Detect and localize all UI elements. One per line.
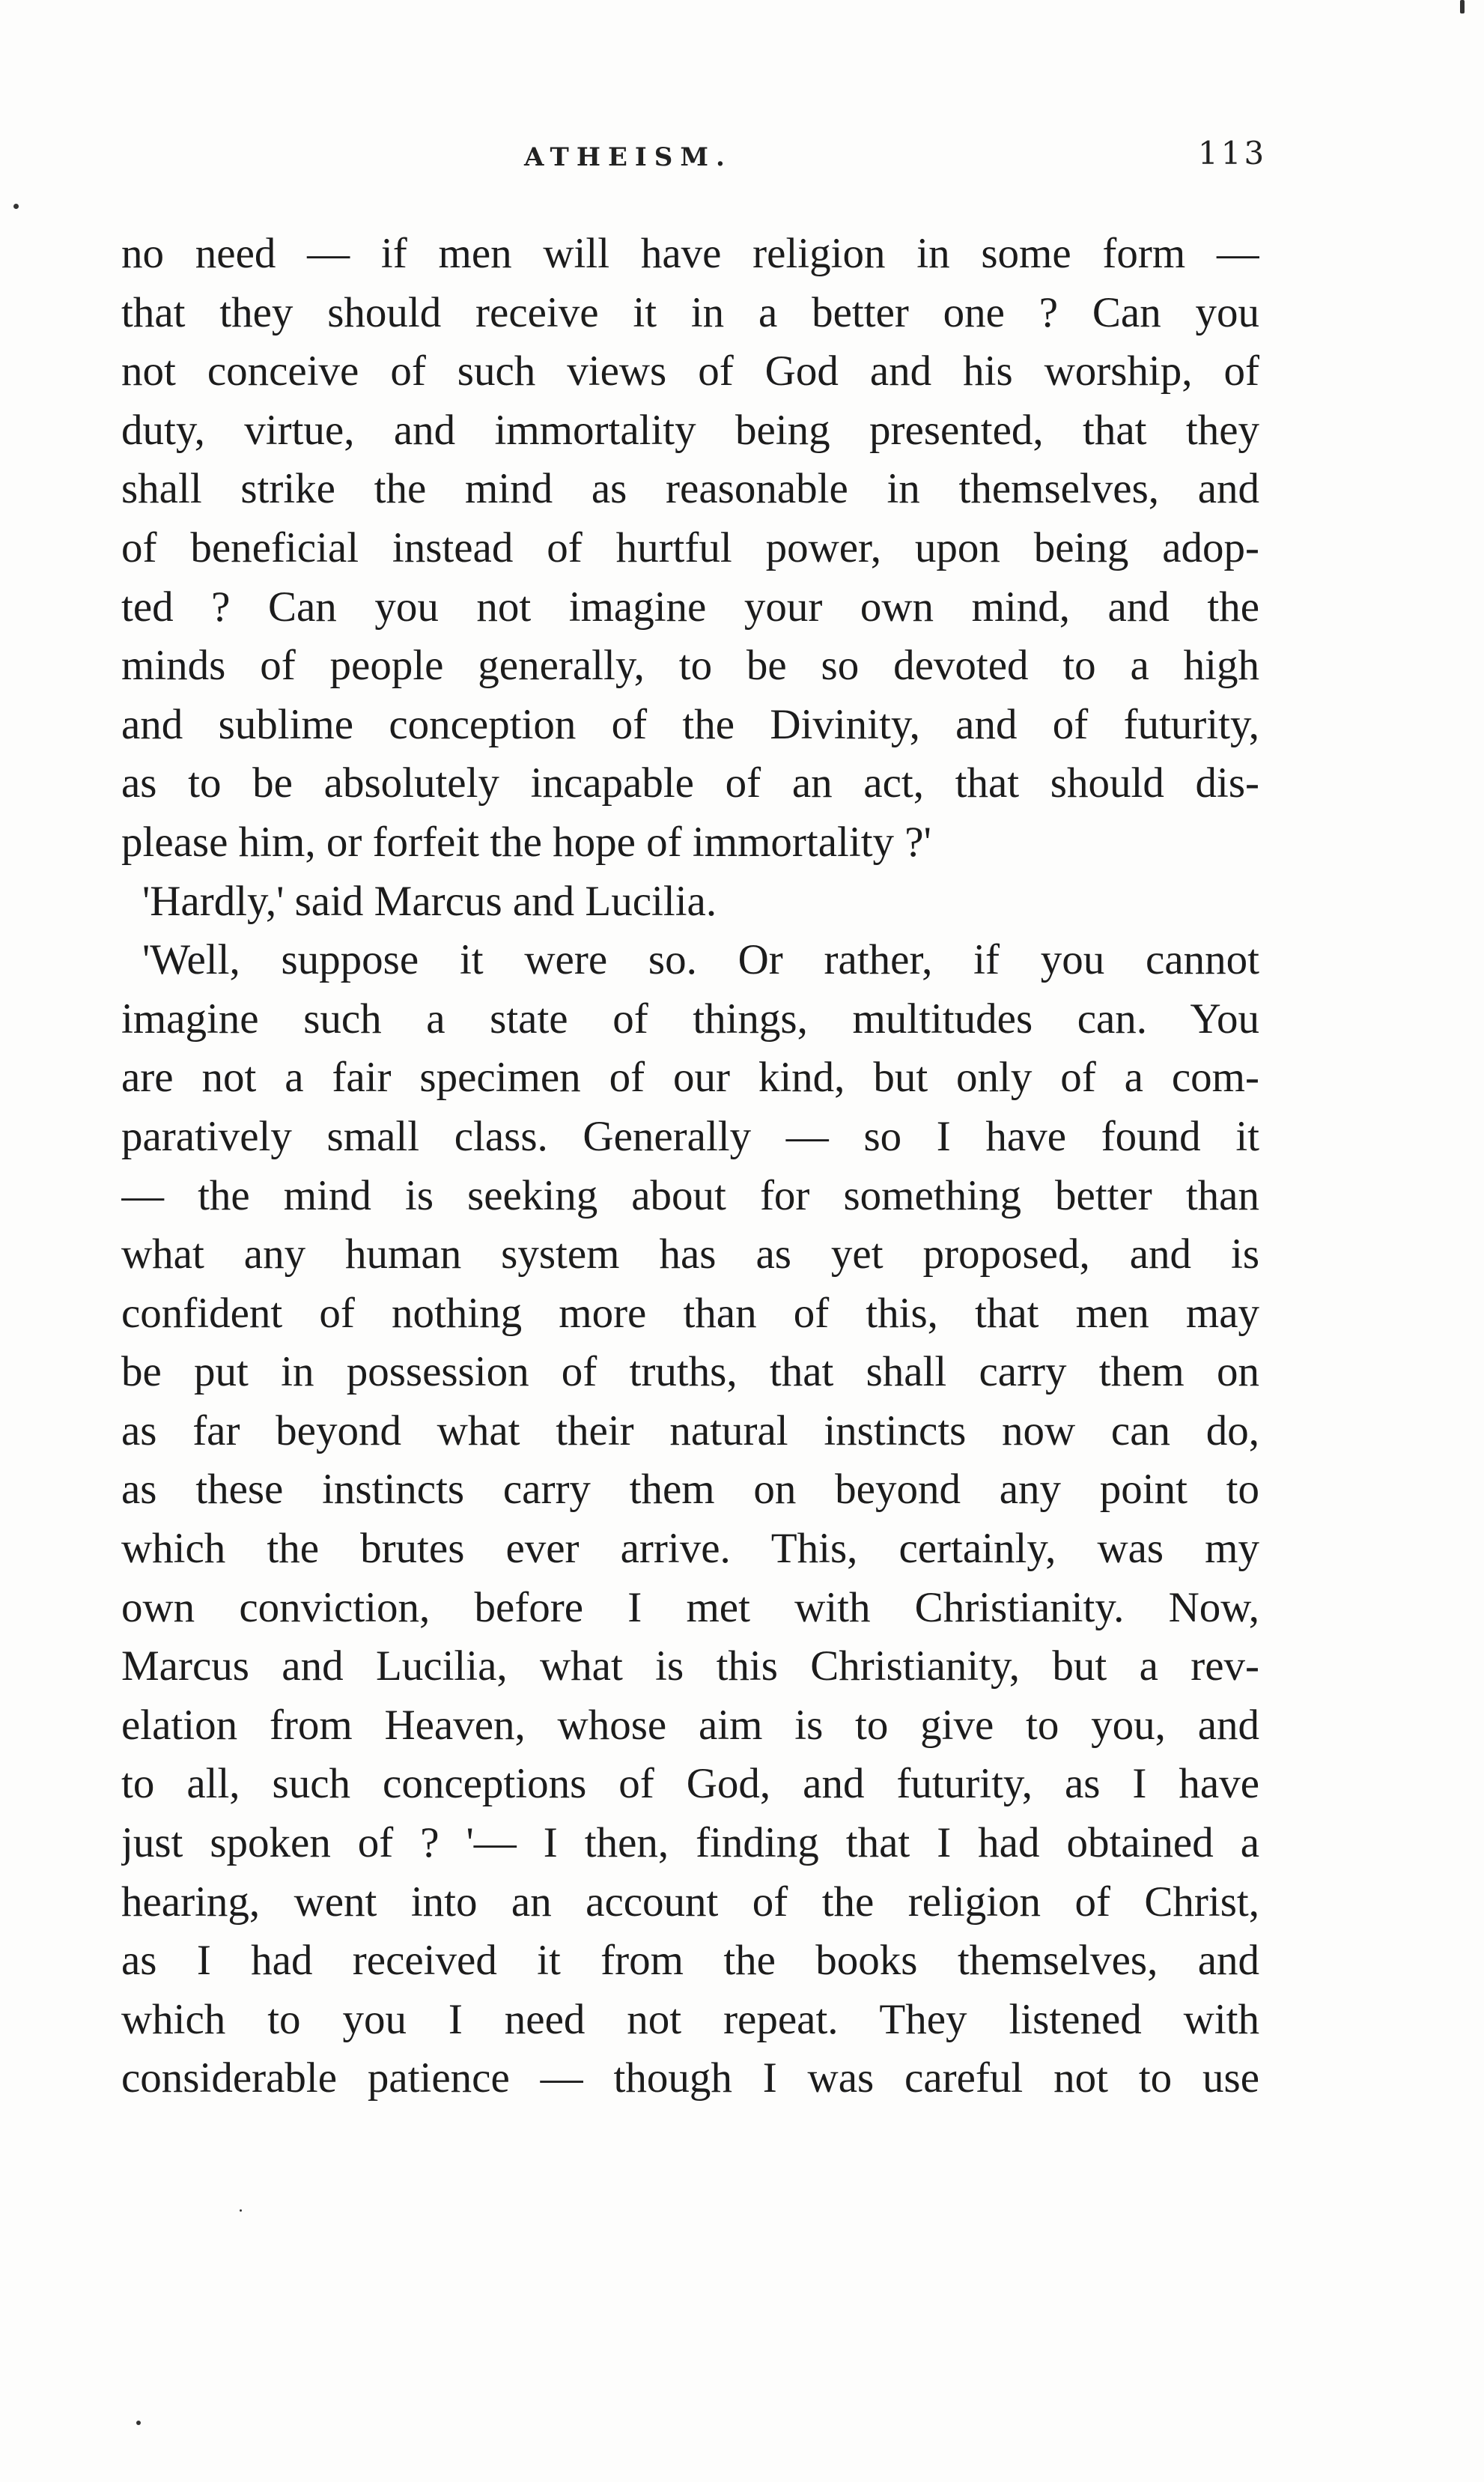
text-line: be put in possession of truths, that shall carry them on [121, 1348, 1259, 1396]
text-line: ted ? Can you not imagine your own mind, and the [121, 583, 1259, 631]
text-line: to all, such conceptions of God, and futurity, as I have [121, 1760, 1259, 1808]
text-line: hearing, went into an account of the religion of Christ, [121, 1878, 1259, 1926]
text-line: duty, virtue, and immortality being presented, that they [121, 406, 1259, 454]
text-line: that they should receive it in a better one ? Can you [121, 288, 1259, 336]
text-line: of beneficial instead of hurtful power, upon being adop- [121, 524, 1259, 571]
ink-speck [136, 2421, 141, 2425]
text-line: 'Hardly,' said Marcus and Lucilia. [142, 877, 717, 925]
text-line: which to you I need not repeat. They listened with [121, 1995, 1259, 2043]
text-line: and sublime conception of the Divinity, and of futurity, [121, 700, 1259, 748]
text-line: what any human system has as yet proposed, and is [121, 1231, 1259, 1278]
text-line: — the mind is seeking about for something better than [121, 1171, 1259, 1219]
text-line: confident of nothing more than of this, that men may [121, 1289, 1259, 1337]
text-line: Marcus and Lucilia, what is this Christianity, but a rev- [121, 1642, 1259, 1690]
text-line: 'Well, suppose it were so. Or rather, if you cannot [142, 936, 1259, 984]
ink-speck [1460, 0, 1465, 13]
ink-speck [13, 204, 19, 209]
text-line: please him, or forfeit the hope of immortality ?' [121, 818, 931, 866]
text-line: as far beyond what their natural instincts now can do, [121, 1407, 1259, 1454]
page-number: 113 [1198, 135, 1268, 172]
ink-speck [240, 2209, 242, 2212]
text-line: are not a fair specimen of our kind, but only of a com- [121, 1054, 1259, 1102]
text-line: as I had received it from the books themselves, and [121, 1937, 1259, 1985]
body-text [121, 225, 1259, 2108]
text-line: not conceive of such views of God and his worship, of [121, 348, 1259, 395]
text-line: as to be absolutely incapable of an act, that should dis- [121, 759, 1259, 807]
text-line: own conviction, before I met with Christianity. Now, [121, 1583, 1259, 1631]
text-line: just spoken of ? '— I then, finding that I had obtained a [121, 1819, 1259, 1867]
text-line: imagine such a state of things, multitudes can. You [121, 995, 1259, 1043]
text-line: minds of people generally, to be so devoted to a high [121, 642, 1259, 690]
text-line: which the brutes ever arrive. This, certainly, was my [121, 1525, 1259, 1573]
text-line: considerable patience — though I was careful not to use [121, 2054, 1259, 2102]
text-line: shall strike the mind as reasonable in themselves, and [121, 465, 1259, 513]
text-line: elation from Heaven, whose aim is to give to you, and [121, 1701, 1259, 1749]
text-line: no need — if men will have religion in some form — [121, 230, 1259, 277]
text-line: paratively small class. Generally — so I have found it [121, 1112, 1259, 1160]
text-line: as these instincts carry them on beyond any point to [121, 1466, 1259, 1514]
running-head: ATHEISM. [524, 142, 732, 172]
